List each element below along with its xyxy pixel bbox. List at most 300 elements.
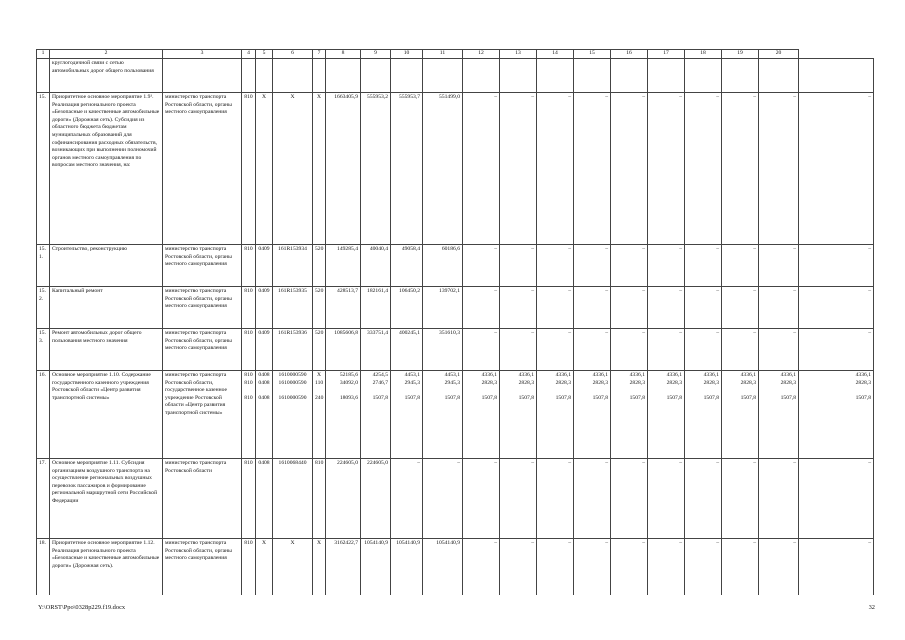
column-number: 18	[685, 50, 722, 59]
cell-value: 1507,8	[444, 395, 460, 402]
table-row	[37, 371, 874, 459]
value-cell	[463, 93, 500, 245]
cell-value: 1663405,9	[334, 94, 358, 100]
value-cell	[574, 459, 611, 539]
cell-value: 4336,1	[555, 372, 571, 378]
cell-value: 110	[315, 379, 324, 386]
value-cell	[242, 329, 256, 371]
value-cell	[611, 459, 648, 539]
cell-value: 400245,1	[399, 330, 420, 336]
value-cell	[648, 539, 685, 596]
value-cell	[273, 287, 313, 329]
row-number	[37, 59, 50, 93]
cell-value: –	[642, 330, 645, 336]
cell-value: 4336,1	[855, 372, 871, 378]
cell-value: 2828,3	[666, 379, 682, 386]
value-cell	[326, 59, 361, 93]
table-row	[37, 287, 874, 329]
column-number: 13	[500, 50, 537, 59]
cell-value: 1507,8	[481, 395, 497, 402]
value-cell	[611, 329, 648, 371]
cell-value: –	[531, 288, 534, 294]
value-cell	[537, 287, 574, 329]
column-number: 17	[648, 50, 685, 59]
cell-value: –	[531, 330, 534, 336]
cell-value: 49058,4	[401, 246, 420, 252]
value-cell	[759, 371, 799, 459]
cell-value: –	[679, 330, 682, 336]
value-cell	[242, 59, 256, 93]
cell-value: 4336,1	[629, 372, 645, 378]
measure-name: Ремонт автомобильных дорог общего пользования местного значения	[50, 329, 163, 371]
row-number: 18.	[37, 539, 50, 596]
value-cell	[391, 245, 423, 287]
column-number: 20	[759, 50, 799, 59]
cell-value: 0409	[258, 288, 270, 294]
row-number: 16.	[37, 371, 50, 459]
value-cell	[799, 59, 874, 93]
column-number: 10	[391, 50, 423, 59]
cell-value: 1610000590	[278, 379, 307, 386]
column-number: 1	[37, 50, 50, 59]
cell-value: 810	[244, 540, 253, 546]
value-cell	[313, 329, 326, 371]
value-cell	[500, 287, 537, 329]
value-cell	[463, 459, 500, 539]
value-cell	[799, 459, 874, 539]
cell-value: –	[793, 330, 796, 336]
cell-value: X	[316, 94, 322, 100]
column-number: 11	[423, 50, 463, 59]
cell-value: 4254,5	[372, 372, 388, 378]
value-cell	[574, 287, 611, 329]
value-cell	[685, 539, 722, 596]
column-number: 12	[463, 50, 500, 59]
cell-value: –	[679, 540, 682, 546]
value-cell	[799, 287, 874, 329]
column-number: 8	[326, 50, 361, 59]
cell-value: 4453,1	[404, 372, 420, 378]
value-cell	[313, 459, 326, 539]
value-cell	[242, 245, 256, 287]
value-cell	[361, 59, 391, 93]
value-cell	[722, 371, 759, 459]
cell-value: 810	[244, 395, 253, 402]
value-cell	[256, 59, 273, 93]
value-cell	[463, 329, 500, 371]
cell-value: 0409	[258, 330, 270, 336]
value-cell	[759, 287, 799, 329]
cell-value: –	[568, 94, 571, 100]
value-cell	[326, 287, 361, 329]
value-cell	[326, 539, 361, 596]
executor: министерство транспорта Ростовской области, органы местного самоуправления	[163, 539, 242, 596]
value-cell	[361, 539, 391, 596]
value-cell	[273, 371, 313, 459]
cell-value: 555953,2	[367, 94, 388, 100]
cell-value: –	[605, 94, 608, 100]
table-body	[37, 59, 874, 596]
value-cell	[423, 93, 463, 245]
value-cell	[242, 459, 256, 539]
column-number: 14	[537, 50, 574, 59]
value-cell	[361, 245, 391, 287]
value-cell	[313, 59, 326, 93]
cell-value: –	[531, 94, 534, 100]
cell-value: 1085606,8	[334, 330, 358, 336]
value-cell	[722, 245, 759, 287]
cell-value: –	[531, 540, 534, 546]
cell-value: –	[753, 94, 756, 100]
value-cell	[722, 287, 759, 329]
value-cell	[685, 459, 722, 539]
cell-value: 2828,3	[855, 379, 871, 386]
value-cell	[273, 539, 313, 596]
cell-value: 428513,7	[337, 288, 358, 294]
cell-value: 810	[244, 288, 253, 294]
cell-value: 520	[315, 288, 324, 294]
value-cell	[574, 371, 611, 459]
value-cell	[759, 245, 799, 287]
value-cell	[463, 371, 500, 459]
table-row	[37, 539, 874, 596]
cell-value: –	[868, 460, 871, 466]
cell-value: –	[868, 540, 871, 546]
cell-value: –	[642, 540, 645, 546]
value-cell	[537, 329, 574, 371]
table-row	[37, 93, 874, 245]
executor: министерство транспорта Ростовской области	[163, 459, 242, 539]
cell-value: 4336,1	[780, 372, 796, 378]
cell-value: 2828,3	[703, 379, 719, 386]
cell-value: –	[679, 94, 682, 100]
value-cell	[500, 59, 537, 93]
cell-value: –	[793, 540, 796, 546]
cell-value: 1054140,9	[396, 540, 420, 546]
column-number: 3	[163, 50, 242, 59]
cell-value: –	[679, 246, 682, 252]
cell-value: –	[568, 288, 571, 294]
cell-value: 2828,3	[592, 379, 608, 386]
cell-value: 240	[315, 395, 324, 402]
cell-value: –	[793, 460, 796, 466]
cell-value: 810	[244, 379, 253, 386]
cell-value: 4336,1	[703, 372, 719, 378]
cell-value: –	[753, 288, 756, 294]
cell-value: 149285,4	[337, 246, 358, 252]
cell-value: 224605,0	[367, 460, 388, 466]
cell-value: 1054140,9	[436, 540, 460, 546]
cell-value: X	[290, 540, 295, 546]
value-cell	[361, 287, 391, 329]
executor: министерство транспорта Ростовской области, органы местного самоуправления	[163, 329, 242, 371]
cell-value: 2828,3	[555, 379, 571, 386]
cell-value: –	[531, 460, 534, 466]
cell-value: 1507,8	[703, 395, 719, 402]
cell-value: 18093,6	[339, 395, 358, 402]
value-cell	[273, 329, 313, 371]
row-number: 15.3.	[37, 329, 50, 371]
cell-value: 810	[244, 330, 253, 336]
cell-value: –	[494, 94, 497, 100]
value-cell	[799, 539, 874, 596]
cell-value: 2828,3	[780, 379, 796, 386]
cell-value: 4336,1	[518, 372, 534, 378]
cell-value: 1507,8	[666, 395, 682, 402]
measure-name: Основное мероприятие 1.10. Содержание государственного казенного учреждения Ростовской области «Центр развития транспортной системы»	[50, 371, 163, 459]
cell-value: 161R153934	[278, 246, 307, 252]
value-cell	[685, 93, 722, 245]
cell-value: –	[642, 246, 645, 252]
cell-value: 1507,8	[555, 395, 571, 402]
value-cell	[326, 371, 361, 459]
value-cell	[537, 93, 574, 245]
cell-value: 1507,8	[518, 395, 534, 402]
column-number: 2	[50, 50, 163, 59]
column-number: 16	[611, 50, 648, 59]
value-cell	[391, 329, 423, 371]
value-cell	[685, 59, 722, 93]
column-number: 6	[273, 50, 313, 59]
column-number: 7	[313, 50, 326, 59]
value-cell	[685, 287, 722, 329]
cell-value: 139702,1	[439, 288, 460, 294]
cell-value: 52185,6	[339, 372, 358, 378]
value-cell	[256, 459, 273, 539]
value-cell	[759, 93, 799, 245]
measure-name: круглогодичной связи с сетью автомобильных дорог общего пользования	[50, 59, 163, 93]
cell-value: 0408	[258, 460, 270, 466]
value-cell	[256, 539, 273, 596]
cell-value: 4336,1	[592, 372, 608, 378]
cell-value: 1507,8	[740, 395, 756, 402]
cell-value: 0408	[258, 395, 270, 402]
cell-value: 2746,7	[372, 379, 388, 386]
value-cell	[648, 59, 685, 93]
cell-value: 1054140,9	[364, 540, 388, 546]
value-cell	[391, 459, 423, 539]
cell-value: X	[290, 94, 295, 100]
cell-value: –	[494, 460, 497, 466]
cell-value: 351610,3	[439, 330, 460, 336]
cell-value: –	[605, 540, 608, 546]
value-cell	[242, 539, 256, 596]
measure-name: Приоритетное основное мероприятие 1.12. Реализация регионального проекта «Безопасные и качественные автомобильные дороги» (Дорожная сеть).	[50, 539, 163, 596]
program-table-container	[36, 49, 874, 595]
cell-value: 4336,1	[666, 372, 682, 378]
value-cell	[313, 539, 326, 596]
value-cell	[611, 59, 648, 93]
value-cell	[256, 93, 273, 245]
cell-value: 520	[315, 246, 324, 252]
cell-value: 3162422,7	[334, 540, 358, 546]
value-cell	[685, 329, 722, 371]
cell-value: 555953,7	[399, 94, 420, 100]
cell-value: –	[793, 246, 796, 252]
value-cell	[256, 287, 273, 329]
cell-value: –	[868, 288, 871, 294]
cell-value: –	[568, 330, 571, 336]
cell-value: 0409	[258, 246, 270, 252]
cell-value: X	[261, 540, 267, 546]
cell-value: 4336,1	[740, 372, 756, 378]
cell-value: –	[494, 540, 497, 546]
cell-value: 1610000590	[278, 395, 307, 402]
cell-value: X	[316, 540, 322, 546]
value-cell	[463, 59, 500, 93]
value-cell	[648, 93, 685, 245]
measure-name: Строительство, реконструкцию	[50, 245, 163, 287]
measure-name: Приоритетное основное мероприятие 1.9¹. Реализация регионального проекта «Безопасные и качественные автомобильные дороги» (Дорожная сеть). Субсидия из областного бюджета бюджетам муниципальных образований для софинансирования расходных обязательств, возникающих при выполнении полномочий органов местного самоуправления по вопросам местного значения, на:	[50, 93, 163, 245]
cell-value: 2945,3	[404, 379, 420, 386]
value-cell	[537, 245, 574, 287]
value-cell	[537, 539, 574, 596]
cell-value: 810	[244, 460, 253, 466]
cell-value: –	[753, 330, 756, 336]
cell-value: –	[494, 246, 497, 252]
value-cell	[648, 287, 685, 329]
cell-value: 40040,4	[369, 246, 388, 252]
value-cell	[391, 287, 423, 329]
value-cell	[722, 59, 759, 93]
cell-value: 520	[315, 330, 324, 336]
cell-value: 2828,3	[629, 379, 645, 386]
value-cell	[326, 93, 361, 245]
value-cell	[273, 59, 313, 93]
cell-value: –	[457, 460, 460, 466]
cell-value: –	[568, 246, 571, 252]
cell-value: –	[642, 288, 645, 294]
column-number-row	[37, 50, 874, 59]
value-cell	[463, 539, 500, 596]
cell-value: 34092,0	[339, 379, 358, 386]
value-cell	[391, 93, 423, 245]
cell-value: 182161,4	[367, 288, 388, 294]
value-cell	[574, 539, 611, 596]
value-cell	[391, 371, 423, 459]
cell-value: 2945,3	[444, 379, 460, 386]
cell-value: 1610000590	[278, 372, 307, 378]
executor: министерство транспорта Ростовской области, органы местного самоуправления	[163, 93, 242, 245]
column-number: 5	[256, 50, 273, 59]
value-cell	[574, 329, 611, 371]
value-cell	[273, 245, 313, 287]
value-cell	[648, 245, 685, 287]
value-cell	[423, 539, 463, 596]
cell-value: –	[716, 460, 719, 466]
cell-value: 1507,8	[855, 395, 871, 402]
cell-value: 106450,2	[399, 288, 420, 294]
cell-value: 810	[244, 246, 253, 252]
cell-value: –	[793, 94, 796, 100]
value-cell	[537, 59, 574, 93]
value-cell	[313, 93, 326, 245]
row-number: 17.	[37, 459, 50, 539]
value-cell	[648, 459, 685, 539]
cell-value: 2828,3	[481, 379, 497, 386]
value-cell	[611, 371, 648, 459]
cell-value: –	[642, 94, 645, 100]
cell-value: –	[753, 246, 756, 252]
value-cell	[500, 93, 537, 245]
value-cell	[256, 245, 273, 287]
cell-value: –	[568, 540, 571, 546]
value-cell	[361, 93, 391, 245]
value-cell	[574, 93, 611, 245]
executor: министерство транспорта Ростовской области, органы местного самоуправления	[163, 245, 242, 287]
value-cell	[537, 459, 574, 539]
cell-value: 810	[244, 94, 253, 100]
cell-value: –	[494, 330, 497, 336]
table-row	[37, 459, 874, 539]
executor: министерство транспорта Ростовской области, органы местного самоуправления	[163, 287, 242, 329]
table-row	[37, 59, 874, 93]
value-cell	[423, 245, 463, 287]
value-cell	[611, 245, 648, 287]
value-cell	[256, 371, 273, 459]
cell-value: X	[261, 94, 267, 100]
value-cell	[242, 371, 256, 459]
value-cell	[500, 459, 537, 539]
value-cell	[256, 329, 273, 371]
program-table	[36, 49, 874, 595]
value-cell	[574, 59, 611, 93]
cell-value: –	[868, 246, 871, 252]
cell-value: 161R153936	[278, 330, 307, 336]
value-cell	[500, 329, 537, 371]
value-cell	[273, 459, 313, 539]
value-cell	[423, 371, 463, 459]
value-cell	[722, 93, 759, 245]
cell-value: 4453,1	[444, 372, 460, 378]
value-cell	[799, 245, 874, 287]
cell-value: 1507,8	[780, 395, 796, 402]
value-cell	[722, 329, 759, 371]
value-cell	[611, 287, 648, 329]
cell-value: 1507,8	[404, 395, 420, 402]
executor	[163, 59, 242, 93]
cell-value: –	[793, 288, 796, 294]
cell-value: 2828,3	[518, 379, 534, 386]
value-cell	[242, 93, 256, 245]
cell-value: 551499,0	[439, 94, 460, 100]
cell-value: –	[568, 460, 571, 466]
executor: министерство транспорта Ростовской области, государственное казенное учреждение Ростовской области «Центр развития транспортной системы»	[163, 371, 242, 459]
cell-value: 60186,6	[441, 246, 460, 252]
cell-value: 1507,8	[629, 395, 645, 402]
cell-value: 1507,8	[592, 395, 608, 402]
value-cell	[648, 329, 685, 371]
value-cell	[242, 287, 256, 329]
page-number: 32	[868, 604, 875, 611]
value-cell	[611, 93, 648, 245]
value-cell	[500, 371, 537, 459]
cell-value: 161R153935	[278, 288, 307, 294]
cell-value: 1507,8	[372, 395, 388, 402]
file-path: Y:\ORST\Ppo\0328p229.f19.docx	[38, 604, 126, 611]
value-cell	[722, 539, 759, 596]
value-cell	[326, 329, 361, 371]
value-cell	[500, 539, 537, 596]
value-cell	[313, 287, 326, 329]
cell-value: –	[868, 94, 871, 100]
cell-value: 810	[244, 372, 253, 378]
cell-value: 2828,3	[740, 379, 756, 386]
cell-value: –	[494, 288, 497, 294]
cell-value: –	[642, 460, 645, 466]
column-number: 4	[242, 50, 256, 59]
value-cell	[313, 245, 326, 287]
